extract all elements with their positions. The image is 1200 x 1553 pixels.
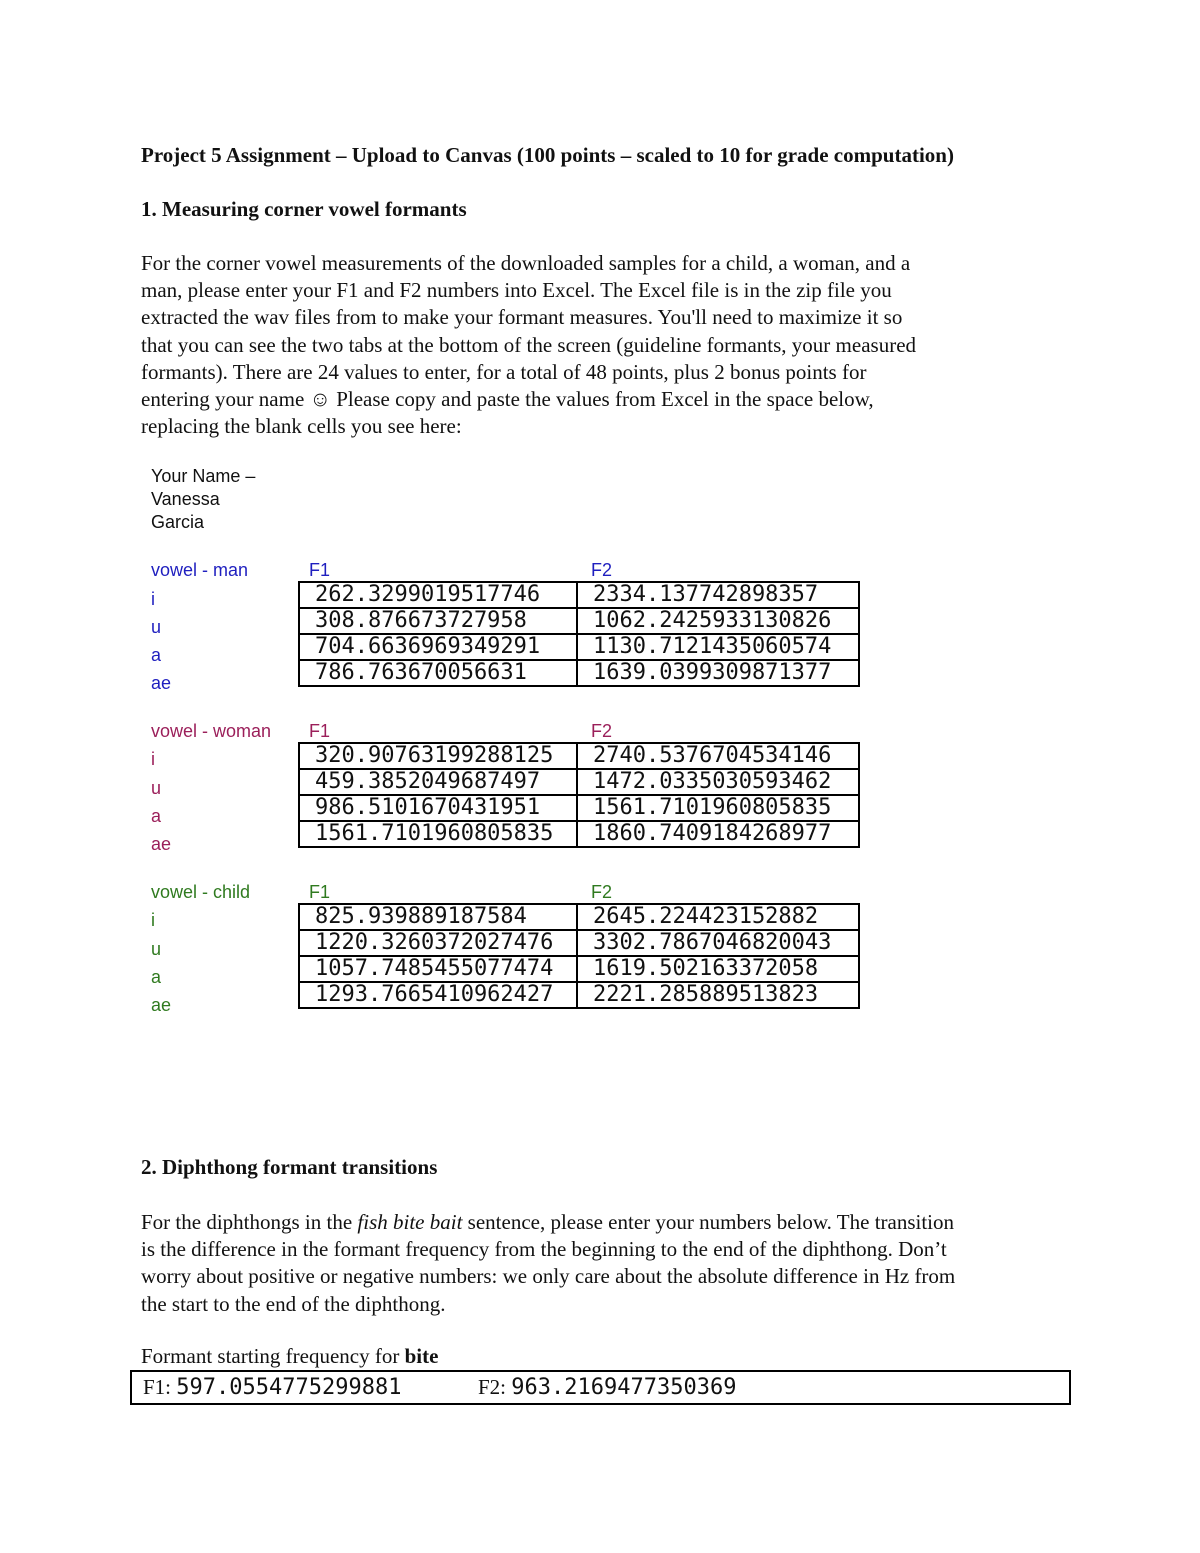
bite-f1 (143, 1372, 401, 1403)
paragraph-line: man, please enter your F1 and F2 numbers into Excel. The Excel file is in the zip file you (141, 278, 892, 303)
para-pre: For the diphthongs in the (141, 1210, 358, 1234)
paragraph-line: For the corner vowel measurements of the downloaded samples for a child, a woman, and a (141, 251, 911, 275)
table-child-f1-header: F1 (309, 882, 331, 902)
f1-cell[interactable]: 986.5101670431951 (299, 795, 577, 821)
table-row (299, 795, 859, 821)
first-name: Vanessa (151, 489, 220, 509)
paragraph-line: formants). There are 24 values to enter, for a total of 48 points, plus 2 bonus points for (141, 359, 867, 384)
sentence-title: fish bite bait (357, 1210, 463, 1234)
row-vowel-label: a (151, 967, 162, 987)
bite-label-text: Formant starting frequency for (141, 1344, 405, 1368)
row-vowel-label: a (151, 806, 162, 826)
row-vowel-label: u (151, 617, 162, 637)
table-row (299, 930, 859, 956)
paragraph-line (141, 1209, 1071, 1236)
paragraph-line: replacing the blank cells you see here: (141, 414, 462, 439)
f2-label: F2: (478, 1375, 512, 1399)
f2-cell[interactable]: 1639.0399309871377 (577, 660, 859, 686)
table-row (299, 904, 859, 930)
table-row (299, 982, 859, 1008)
f1-cell[interactable]: 320.90763199288125 (299, 743, 577, 769)
paragraph-line: the start to the end of the diphthong. (141, 1291, 446, 1316)
f1-cell[interactable]: 704.6636969349291 (299, 634, 577, 660)
paragraph-line: worry about positive or negative numbers: we only care about the absolute difference in Hz from (141, 1264, 956, 1289)
f1-cell[interactable]: 786.763670056631 (299, 660, 577, 686)
paragraph-line: extracted the wav files from to make your formant measures. You'll need to maximize it so (141, 305, 903, 330)
table-row (299, 660, 859, 686)
last-name: Garcia (151, 512, 205, 532)
table-row (299, 956, 859, 982)
paragraph-line: entering your name ☺ Please copy and paste the values from Excel in the space below, (141, 387, 874, 412)
row-vowel-label: i (151, 910, 155, 930)
paragraph-line: is the difference in the formant frequency from the beginning to the end of the diphthong. Don’t (141, 1237, 947, 1262)
table-man-label: vowel - man (151, 560, 249, 580)
page-title: Project 5 Assignment – Upload to Canvas (100 points – scaled to 10 for grade computation) (141, 143, 954, 167)
f2-cell[interactable]: 1130.7121435060574 (577, 634, 859, 660)
f2-cell[interactable]: 1472.0335030593462 (577, 769, 859, 795)
f2-cell[interactable]: 2645.224423152882 (577, 904, 859, 930)
bite-label (141, 1344, 438, 1369)
f2-cell[interactable]: 3302.7867046820043 (577, 930, 859, 956)
section-1-instructions (141, 250, 1071, 440)
f2-cell[interactable]: 1062.2425933130826 (577, 608, 859, 634)
table-row (299, 582, 859, 608)
bite-formant-box[interactable] (130, 1370, 1071, 1405)
name-label: Your Name – (151, 466, 256, 486)
row-vowel-label: ae (151, 834, 172, 854)
section-1-heading: 1. Measuring corner vowel formants (141, 197, 467, 221)
f1-cell[interactable]: 308.876673727958 (299, 608, 577, 634)
table-woman-label: vowel - woman (151, 721, 272, 741)
formant-table-child (298, 903, 860, 1009)
table-man-f1-header: F1 (309, 560, 331, 580)
f2-cell[interactable]: 2334.137742898357 (577, 582, 859, 608)
student-name (151, 465, 255, 534)
f2-cell[interactable]: 1860.7409184268977 (577, 821, 859, 847)
table-woman-f1-header: F1 (309, 721, 331, 741)
f2-value[interactable]: 963.2169477350369 (511, 1375, 737, 1400)
row-vowel-label: a (151, 645, 162, 665)
f1-cell[interactable]: 262.3299019517746 (299, 582, 577, 608)
f2-cell[interactable]: 1561.7101960805835 (577, 795, 859, 821)
table-child-f2-header: F2 (591, 882, 613, 902)
f1-value[interactable]: 597.0554775299881 (176, 1375, 402, 1400)
f1-cell[interactable]: 1220.3260372027476 (299, 930, 577, 956)
row-vowel-label: u (151, 778, 162, 798)
row-vowel-label: u (151, 939, 162, 959)
section-2-instructions (141, 1209, 1071, 1318)
f1-label: F1: (143, 1375, 177, 1399)
f1-cell[interactable]: 1561.7101960805835 (299, 821, 577, 847)
f1-cell[interactable]: 825.939889187584 (299, 904, 577, 930)
f2-cell[interactable]: 2221.285889513823 (577, 982, 859, 1008)
section-2-heading: 2. Diphthong formant transitions (141, 1155, 438, 1179)
table-row (299, 608, 859, 634)
f1-cell[interactable]: 459.3852049687497 (299, 769, 577, 795)
f1-cell[interactable]: 1057.7485455077474 (299, 956, 577, 982)
f1-cell[interactable]: 1293.7665410962427 (299, 982, 577, 1008)
formant-table-woman (298, 742, 860, 848)
row-vowel-label: i (151, 749, 155, 769)
table-row (299, 821, 859, 847)
table-row (299, 634, 859, 660)
formant-table-man (298, 581, 860, 687)
table-child-label: vowel - child (151, 882, 251, 902)
table-woman-f2-header: F2 (591, 721, 613, 741)
table-man-f2-header: F2 (591, 560, 613, 580)
table-row (299, 743, 859, 769)
f2-cell[interactable]: 1619.502163372058 (577, 956, 859, 982)
bite-f2 (478, 1372, 736, 1403)
bite-word: bite (404, 1344, 439, 1368)
row-vowel-label: ae (151, 995, 172, 1015)
paragraph-line: that you can see the two tabs at the bottom of the screen (guideline formants, your measured (141, 332, 917, 357)
table-row (299, 769, 859, 795)
row-vowel-label: ae (151, 673, 172, 693)
f2-cell[interactable]: 2740.5376704534146 (577, 743, 859, 769)
row-vowel-label: i (151, 589, 155, 609)
para-post: sentence, please enter your numbers below. The transition (462, 1210, 955, 1234)
